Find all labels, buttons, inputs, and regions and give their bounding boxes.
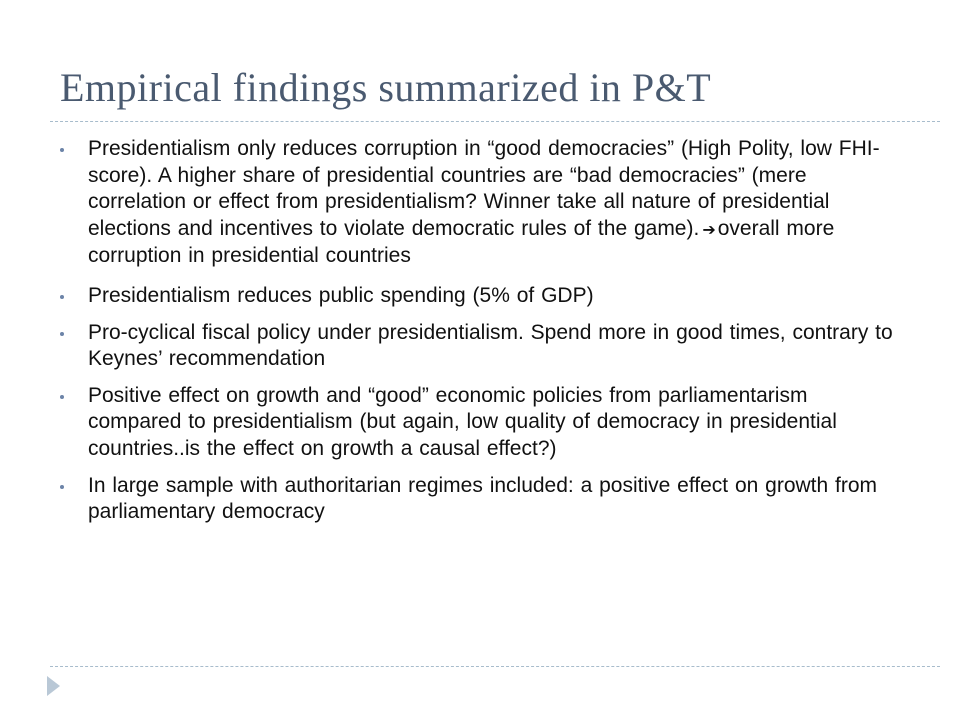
triangle-right-icon[interactable] bbox=[47, 676, 60, 696]
arrow-right-icon: ➔ bbox=[702, 219, 716, 239]
bullet-dot-icon bbox=[60, 295, 64, 299]
bullet-item bbox=[55, 473, 900, 526]
bullet-item bbox=[55, 283, 900, 310]
bullet-dot-icon bbox=[60, 148, 64, 152]
bullet-text: In large sample with authoritarian regimes included: a positive effect on growth from parliamentary democracy bbox=[88, 473, 878, 524]
bullet-dot-icon bbox=[60, 332, 64, 336]
slide-title: Empirical findings summarized in P&T bbox=[60, 65, 712, 110]
title-divider bbox=[50, 121, 940, 122]
bullet-dot-icon bbox=[60, 485, 64, 489]
footer-divider bbox=[50, 666, 940, 667]
bullet-text bbox=[88, 136, 900, 270]
bullet-item bbox=[55, 383, 900, 463]
bullet-text: Pro-cyclical fiscal policy under presidentialism. Spend more in good times, contrary to Keynes’ recommendation bbox=[88, 320, 893, 371]
bullet-text-part: overall more corruption in presidential countries bbox=[88, 216, 835, 268]
bullet-item bbox=[55, 136, 900, 270]
bullet-text-part: Presidentialism only reduces corruption in “good democracies” (High Polity, low FHI-score). A higher share of presidential countries are “bad democracies” (mere correlation or effect from presidentialism? Winner take all nature of presidential elections and incentives to violate democratic rules of the game). bbox=[88, 137, 880, 240]
bullet-list bbox=[55, 136, 900, 536]
bullet-dot-icon bbox=[60, 395, 64, 399]
bullet-text: Positive effect on growth and “good” economic policies from parliamentarism compared to presidentialism (but again, low quality of democracy in presidential countries..is the effect on growth a causal effect?) bbox=[88, 383, 837, 460]
bullet-item bbox=[55, 320, 900, 373]
bullet-text: Presidentialism reduces public spending (5% of GDP) bbox=[88, 283, 594, 307]
